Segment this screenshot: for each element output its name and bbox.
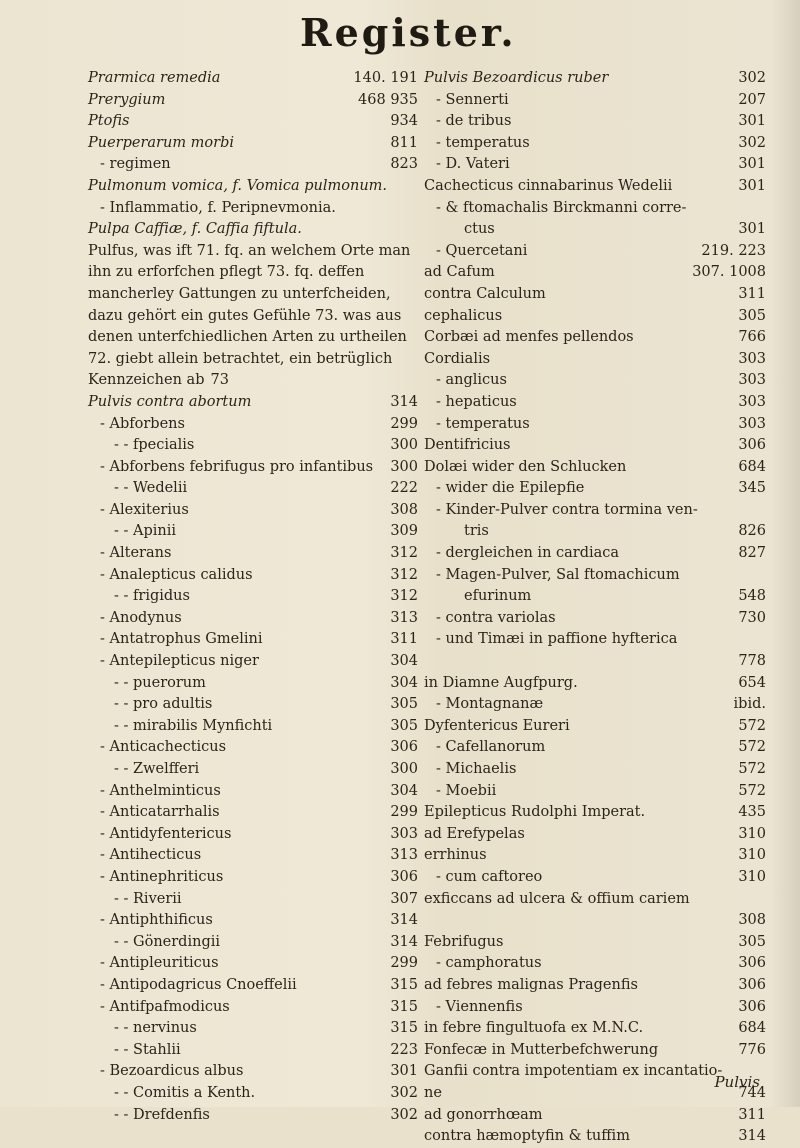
entry-page-number: 313 bbox=[390, 847, 418, 864]
index-entry bbox=[424, 997, 766, 1019]
entry-page-number: 299 bbox=[390, 804, 418, 821]
entry-term: - cum caftoreo bbox=[436, 868, 543, 885]
entry-page-number: 73 bbox=[210, 372, 229, 389]
index-entry bbox=[424, 241, 766, 263]
entry-page-number: 307. 1008 bbox=[692, 264, 766, 281]
index-entry bbox=[424, 673, 766, 695]
index-entry bbox=[424, 392, 766, 414]
entry-term: errhinus bbox=[424, 847, 487, 864]
index-entry bbox=[424, 845, 766, 867]
entry-page-number: 300 bbox=[390, 437, 418, 454]
index-entry bbox=[424, 521, 766, 543]
entry-term: ad gonorrhœam bbox=[424, 1106, 543, 1123]
entry-term: cephalicus bbox=[424, 307, 503, 324]
index-entry bbox=[88, 932, 418, 954]
entry-term: - temperatus bbox=[436, 134, 530, 151]
index-entry bbox=[424, 694, 766, 716]
entry-term: Pulmonum vomica, f. Vomica pulmonum. bbox=[88, 177, 388, 194]
entry-page-number: 311 bbox=[390, 631, 418, 648]
entry-page-number: 299 bbox=[390, 955, 418, 972]
entry-page-number: 303 bbox=[390, 825, 418, 842]
entry-term: Prarmica remedia bbox=[88, 70, 221, 86]
entry-term: Pulfus, was ift 71. fq. an welchem Orte man ihn zu erforfchen pflegt 73. fq. deffen mancherley Gattungen zu unterfcheiden, dazu gehört ein gutes Gefühle 73. was aus denen unterfchiedlichen Arten zu urtheilen 72. giebt allein betrachtet, ein betrüglich Kennzeichen ab bbox=[88, 242, 411, 389]
index-entry bbox=[424, 219, 766, 241]
entry-page-number: 312 bbox=[390, 545, 418, 562]
entry-term: - - nervinus bbox=[114, 1020, 197, 1037]
entry-page-number: 315 bbox=[390, 976, 418, 993]
index-entry bbox=[424, 306, 766, 328]
index-entry bbox=[424, 543, 766, 565]
index-entry bbox=[424, 629, 766, 651]
entry-page-number: 744 bbox=[738, 1084, 766, 1101]
entry-page-number: 934 bbox=[390, 113, 418, 130]
index-entry bbox=[424, 932, 766, 954]
index-entry bbox=[424, 457, 766, 479]
entry-page-number: 305 bbox=[738, 933, 766, 950]
index-entry bbox=[88, 414, 418, 436]
index-entry bbox=[424, 133, 766, 155]
index-entry bbox=[88, 435, 418, 457]
entry-term: - - fpecialis bbox=[114, 437, 195, 454]
entry-page-number: 307 bbox=[390, 890, 418, 907]
entry-page-number: 309 bbox=[390, 523, 418, 540]
index-entry bbox=[88, 565, 418, 587]
index-entry bbox=[424, 759, 766, 781]
entry-page-number: 300 bbox=[390, 458, 418, 475]
entry-term: Cordialis bbox=[424, 350, 491, 367]
index-entry bbox=[88, 845, 418, 867]
entry-term: contra hæmoptyfin & tuffim bbox=[424, 1128, 630, 1145]
entry-term: - Moebii bbox=[436, 782, 497, 799]
entry-term: - D. Vateri bbox=[436, 156, 510, 173]
entry-term: - Antifpafmodicus bbox=[100, 998, 230, 1015]
entry-term: - wider die Epilepfie bbox=[436, 480, 585, 497]
index-entry bbox=[88, 781, 418, 803]
entry-page-number: 778 bbox=[738, 653, 766, 670]
entry-term: Pulvis Bezoardicus ruber bbox=[424, 70, 609, 86]
index-entry bbox=[88, 68, 418, 90]
entry-term: - Anticachecticus bbox=[100, 739, 227, 756]
entry-term: ctus bbox=[464, 221, 495, 238]
entry-term: tris bbox=[464, 523, 489, 540]
entry-term: - - mirabilis Mynfichti bbox=[114, 717, 273, 734]
entry-page-number: 219. 223 bbox=[701, 242, 766, 259]
entry-page-number: 301 bbox=[390, 1063, 418, 1080]
entry-term: Dolæi wider den Schlucken bbox=[424, 458, 627, 475]
entry-page-number: 654 bbox=[738, 674, 766, 691]
index-entry bbox=[424, 500, 766, 522]
entry-term: - Antipleuriticus bbox=[100, 955, 219, 972]
entry-term: - Antepilepticus niger bbox=[100, 653, 259, 670]
entry-page-number: 303 bbox=[738, 372, 766, 389]
entry-term: ad febres malignas Pragenfis bbox=[424, 976, 638, 993]
index-entry bbox=[88, 586, 418, 608]
entry-term: - & ftomachalis Birckmanni corre- bbox=[436, 199, 687, 216]
entry-page-number: 314 bbox=[738, 1128, 766, 1145]
index-entry bbox=[88, 997, 418, 1019]
index-entry bbox=[424, 284, 766, 306]
index-entry bbox=[424, 111, 766, 133]
index-entry bbox=[424, 68, 766, 90]
index-entry bbox=[424, 867, 766, 889]
entry-term: Corbæi ad menfes pellendos bbox=[424, 329, 634, 346]
entry-term: - - Apinii bbox=[114, 523, 177, 540]
index-entry bbox=[424, 154, 766, 176]
entry-term: - - Wedelii bbox=[114, 480, 188, 497]
entry-page-number: 223 bbox=[390, 1041, 418, 1058]
index-entry bbox=[424, 1105, 766, 1127]
entry-page-number: 314 bbox=[390, 933, 418, 950]
entry-term: - anglicus bbox=[436, 372, 507, 389]
index-entry bbox=[88, 694, 418, 716]
index-entry bbox=[88, 176, 418, 198]
entry-page-number: 302 bbox=[390, 1084, 418, 1101]
entry-page-number: 310 bbox=[738, 847, 766, 864]
entry-page-number: 301 bbox=[738, 113, 766, 130]
entry-page-number: 303 bbox=[738, 350, 766, 367]
entry-page-number: 222 bbox=[390, 480, 418, 497]
index-entry bbox=[424, 370, 766, 392]
entry-term: - und Timæi in paffione hyfterica bbox=[436, 631, 678, 648]
index-entry bbox=[424, 737, 766, 759]
entry-term: - dergleichen in cardiaca bbox=[436, 545, 620, 562]
page-edge-shadow bbox=[770, 0, 800, 1107]
entry-page-number: 306 bbox=[738, 976, 766, 993]
entry-page-number: 311 bbox=[738, 285, 766, 302]
page-title: Register. bbox=[300, 10, 517, 55]
entry-page-number: 301 bbox=[738, 221, 766, 238]
entry-term: - Antinephriticus bbox=[100, 868, 224, 885]
index-entry bbox=[88, 133, 418, 155]
index-entry bbox=[88, 889, 418, 911]
entry-page-number: 303 bbox=[738, 393, 766, 410]
index-entry bbox=[88, 1018, 418, 1040]
index-entry bbox=[424, 1018, 766, 1040]
index-entry bbox=[88, 975, 418, 997]
entry-term: - - Zwelfferi bbox=[114, 761, 200, 777]
index-entry bbox=[424, 435, 766, 457]
entry-page-number: 308 bbox=[390, 501, 418, 518]
index-entry bbox=[424, 953, 766, 975]
entry-term: - Anodynus bbox=[100, 609, 182, 626]
index-entry bbox=[424, 781, 766, 803]
entry-term: - Quercetani bbox=[436, 242, 528, 259]
entry-page-number: 572 bbox=[738, 739, 766, 756]
entry-page-number: 684 bbox=[738, 458, 766, 475]
entry-term: - Antatrophus Gmelini bbox=[100, 631, 263, 648]
index-entry bbox=[88, 154, 418, 176]
entry-page-number: 303 bbox=[738, 415, 766, 432]
entry-page-number: 826 bbox=[738, 523, 766, 540]
entry-term: - Analepticus calidus bbox=[100, 566, 253, 583]
entry-page-number: 306 bbox=[738, 998, 766, 1015]
index-entry bbox=[88, 219, 418, 241]
index-entry bbox=[88, 1061, 418, 1083]
index-column-left bbox=[88, 68, 418, 1126]
entry-page-number: 572 bbox=[738, 717, 766, 734]
index-entry bbox=[424, 1126, 766, 1148]
entry-term: exficcans ad ulcera & offium cariem bbox=[424, 890, 690, 907]
index-entry bbox=[424, 565, 766, 587]
entry-term: - - Riverii bbox=[114, 890, 182, 907]
entry-page-number: 730 bbox=[738, 609, 766, 626]
entry-page-number: 299 bbox=[390, 415, 418, 432]
entry-term: - Kinder-Pulver contra tormina ven- bbox=[436, 501, 698, 518]
entry-term: - - frigidus bbox=[114, 588, 190, 605]
index-entry bbox=[88, 824, 418, 846]
entry-term: - regimen bbox=[100, 156, 171, 173]
entry-page-number: 302 bbox=[738, 70, 766, 86]
entry-page-number: 306 bbox=[390, 868, 418, 885]
index-entry bbox=[424, 327, 766, 349]
entry-term: - Anthelminticus bbox=[100, 782, 221, 799]
entry-term: - Viennenfis bbox=[436, 998, 523, 1015]
entry-page-number: 548 bbox=[738, 588, 766, 605]
index-entry bbox=[424, 1040, 766, 1062]
entry-term: - - puerorum bbox=[114, 674, 206, 691]
entry-page-number: 305 bbox=[390, 696, 418, 713]
entry-term: - contra variolas bbox=[436, 609, 556, 626]
index-entry bbox=[88, 90, 418, 112]
index-entry bbox=[424, 349, 766, 371]
entry-page-number: 312 bbox=[390, 566, 418, 583]
index-entry bbox=[424, 586, 766, 608]
entry-page-number: 304 bbox=[390, 674, 418, 691]
entry-page-number: 312 bbox=[390, 588, 418, 605]
index-entry bbox=[88, 802, 418, 824]
index-entry bbox=[424, 824, 766, 846]
entry-term: Febrifugus bbox=[424, 933, 504, 950]
index-entry bbox=[88, 867, 418, 889]
entry-term: ne bbox=[424, 1084, 442, 1101]
index-entry bbox=[88, 111, 418, 133]
entry-term: - Abforbens bbox=[100, 415, 185, 432]
index-entry bbox=[88, 521, 418, 543]
entry-term: - Sennerti bbox=[436, 91, 509, 108]
entry-page-number: 308 bbox=[738, 912, 766, 929]
index-entry bbox=[424, 975, 766, 997]
entry-page-number: 306 bbox=[390, 739, 418, 756]
entry-page-number: 140. 191 bbox=[353, 70, 418, 86]
entry-page-number: 302 bbox=[738, 134, 766, 151]
entry-term: ad Cafum bbox=[424, 264, 495, 281]
index-entry bbox=[88, 910, 418, 932]
index-entry bbox=[88, 651, 418, 673]
index-entry bbox=[88, 608, 418, 630]
entry-term: in Diamne Augfpurg. bbox=[424, 674, 578, 691]
entry-page-number: 207 bbox=[738, 91, 766, 108]
entry-page-number: 435 bbox=[738, 804, 766, 821]
index-entry bbox=[88, 1083, 418, 1105]
entry-term: - temperatus bbox=[436, 415, 530, 432]
index-column-right bbox=[424, 68, 766, 1148]
entry-term: - Montagnanæ bbox=[436, 696, 544, 713]
entry-page-number: 468 935 bbox=[358, 91, 418, 108]
index-entry bbox=[424, 478, 766, 500]
index-entry bbox=[424, 262, 766, 284]
index-entry bbox=[88, 543, 418, 565]
entry-term: - - Drefdenfis bbox=[114, 1106, 210, 1123]
entry-term: Pulvis contra abortum bbox=[88, 393, 252, 410]
entry-term: - Abforbens febrifugus pro infantibus bbox=[100, 458, 374, 475]
entry-term: Fonfecæ in Mutterbefchwerung bbox=[424, 1041, 659, 1058]
entry-term: - - Comitis a Kenth. bbox=[114, 1084, 256, 1101]
index-entry bbox=[424, 910, 766, 932]
index-entry bbox=[88, 198, 418, 220]
entry-term: - Alexiterius bbox=[100, 501, 189, 518]
entry-term: - Antiphthificus bbox=[100, 912, 213, 929]
entry-term: Ptofis bbox=[88, 113, 130, 130]
entry-term: Dentifricius bbox=[424, 437, 511, 454]
entry-page-number: 301 bbox=[738, 156, 766, 173]
index-entry bbox=[424, 176, 766, 198]
catchword: Pulvis bbox=[714, 1073, 760, 1091]
entry-page-number: 302 bbox=[390, 1106, 418, 1123]
entry-page-number: 572 bbox=[738, 782, 766, 799]
index-entry bbox=[88, 241, 418, 392]
entry-term: - - pro adultis bbox=[114, 696, 213, 713]
entry-page-number: 304 bbox=[390, 653, 418, 670]
entry-page-number: 314 bbox=[390, 912, 418, 929]
entry-term: Puerperarum morbi bbox=[88, 134, 235, 151]
index-entry bbox=[88, 392, 418, 414]
entry-term: - Bezoardicus albus bbox=[100, 1063, 244, 1080]
entry-page-number: 827 bbox=[738, 545, 766, 562]
entry-term: - Michaelis bbox=[436, 761, 517, 777]
entry-term: in febre fingultuofa ex M.N.C. bbox=[424, 1020, 644, 1037]
entry-term: - Antipodagricus Cnoeffelii bbox=[100, 976, 297, 993]
entry-term: - Inflammatio, f. Peripnevmonia. bbox=[100, 199, 336, 216]
entry-page-number: 766 bbox=[738, 329, 766, 346]
entry-term: Dyfentericus Eureri bbox=[424, 717, 570, 734]
entry-page-number: 823 bbox=[390, 156, 418, 173]
entry-term: - Cafellanorum bbox=[436, 739, 546, 756]
entry-term: - de tribus bbox=[436, 113, 512, 130]
entry-term: - Anticatarrhalis bbox=[100, 804, 220, 821]
entry-term: Cachecticus cinnabarinus Wedelii bbox=[424, 177, 673, 194]
entry-page-number: 305 bbox=[390, 717, 418, 734]
index-entry bbox=[88, 953, 418, 975]
entry-term: Epilepticus Rudolphi Imperat. bbox=[424, 804, 646, 821]
entry-term: efurinum bbox=[464, 588, 532, 605]
entry-page-number: ibid. bbox=[733, 696, 766, 713]
entry-page-number: 315 bbox=[390, 998, 418, 1015]
index-entry bbox=[424, 90, 766, 112]
entry-page-number: 315 bbox=[390, 1020, 418, 1037]
entry-page-number: 306 bbox=[738, 955, 766, 972]
entry-page-number: 311 bbox=[738, 1106, 766, 1123]
index-entry bbox=[88, 673, 418, 695]
index-entry bbox=[88, 500, 418, 522]
index-entry bbox=[88, 1040, 418, 1062]
entry-page-number: 305 bbox=[738, 307, 766, 324]
entry-page-number: 345 bbox=[738, 480, 766, 497]
entry-term: - camphoratus bbox=[436, 955, 542, 972]
entry-page-number: 684 bbox=[738, 1020, 766, 1037]
index-entry bbox=[424, 651, 766, 673]
entry-term: - - Stahlii bbox=[114, 1041, 181, 1058]
entry-term: - Magen-Pulver, Sal ftomachicum bbox=[436, 566, 680, 583]
index-entry bbox=[88, 759, 418, 781]
entry-page-number: 306 bbox=[738, 437, 766, 454]
index-entry bbox=[424, 716, 766, 738]
index-entry bbox=[88, 1105, 418, 1127]
entry-page-number: 313 bbox=[390, 609, 418, 626]
entry-page-number: 310 bbox=[738, 868, 766, 885]
entry-term: - Alterans bbox=[100, 545, 172, 562]
index-entry bbox=[88, 457, 418, 479]
index-entry bbox=[424, 198, 766, 220]
index-entry bbox=[424, 802, 766, 824]
index-entry bbox=[88, 737, 418, 759]
entry-page-number: 314 bbox=[390, 393, 418, 410]
entry-term: - Antidyfentericus bbox=[100, 825, 232, 842]
index-entry bbox=[88, 716, 418, 738]
entry-term: Ganfii contra impotentiam ex incantatio- bbox=[424, 1063, 723, 1080]
index-entry bbox=[424, 608, 766, 630]
entry-page-number: 310 bbox=[738, 825, 766, 842]
entry-page-number: 300 bbox=[390, 761, 418, 777]
entry-term: Prerygium bbox=[88, 91, 166, 108]
index-entry bbox=[88, 629, 418, 651]
entry-term: contra Calculum bbox=[424, 285, 546, 302]
entry-page-number: 301 bbox=[738, 177, 766, 194]
entry-term: - Antihecticus bbox=[100, 847, 202, 864]
entry-term: - - Gönerdingii bbox=[114, 933, 220, 950]
index-entry bbox=[424, 889, 766, 911]
entry-page-number: 304 bbox=[390, 782, 418, 799]
entry-term: ad Erefypelas bbox=[424, 825, 525, 842]
entry-page-number: 811 bbox=[390, 134, 418, 151]
entry-term: Pulpa Caffiæ, f. Caffia fiftula. bbox=[88, 221, 302, 238]
entry-term: - hepaticus bbox=[436, 393, 517, 410]
index-entry bbox=[424, 414, 766, 436]
entry-page-number: 572 bbox=[738, 761, 766, 777]
index-entry bbox=[88, 478, 418, 500]
entry-page-number: 776 bbox=[738, 1041, 766, 1058]
